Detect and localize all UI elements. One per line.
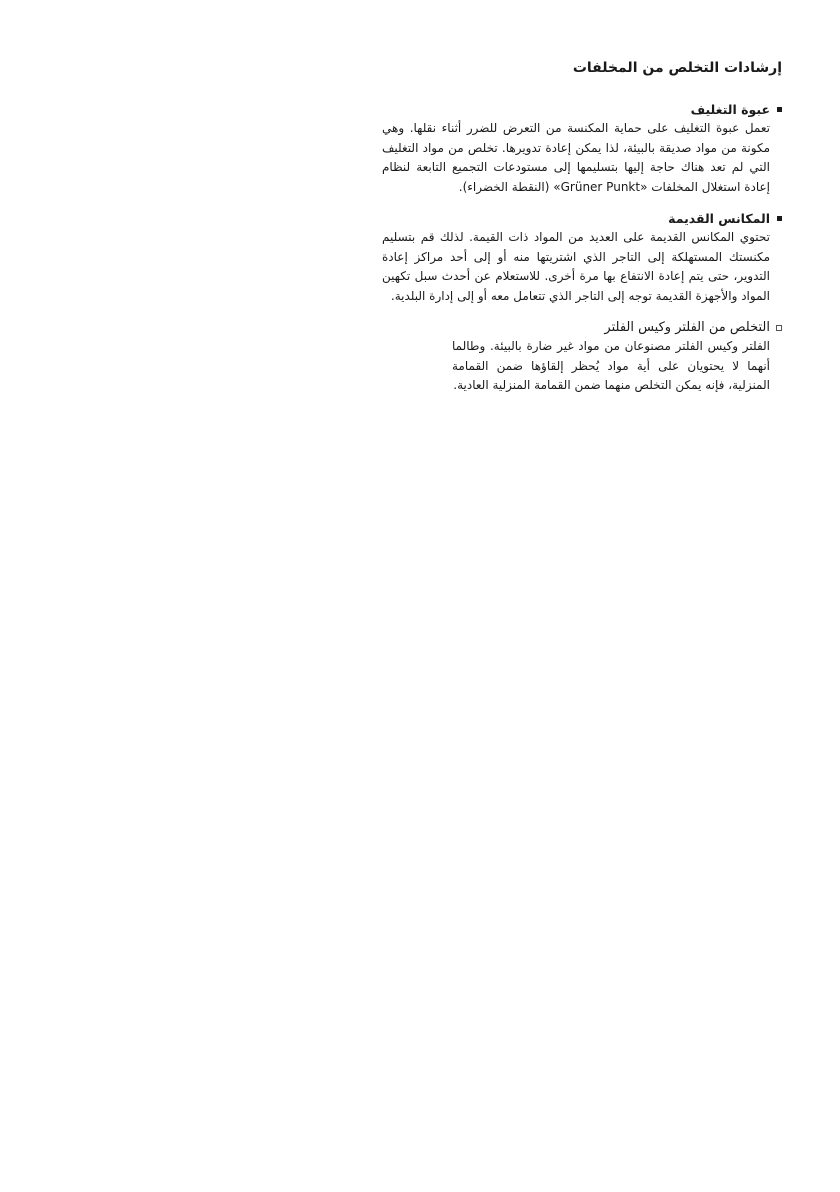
bullet-square-icon	[777, 107, 782, 112]
page-title: إرشادات التخلص من المخلفات	[572, 60, 782, 76]
section-filter-disposal	[382, 318, 782, 396]
section-body: تحتوي المكانس القديمة على العديد من المواد ذات القيمة. لذلك قم بتسليم مكنستك المستهلكة إلى التاجر الذي اشتريتها منه أو إلى أحد مراكز إعادة التدوير، حتى يتم إعادة الانتفاع بها مرة أخرى. للاستعلام عن أحدث سبل تكهين المواد والأجهزة القديمة توجه إلى التاجر الذي تتعامل معه أو إلى إدارة البلدية.	[382, 230, 770, 303]
disposal-instructions	[382, 58, 782, 408]
section-body: تعمل عبوة التغليف على حماية المكنسة من التعرض للضرر أثناء نقلها. وهي مكونة من مواد صديقة بالبيئة، لذا يمكن إعادة تدويرها. تخلص من مواد التغليف التي لم تعد هناك حاجة إليها بتسليمها إلى مستودعات التجميع التابعة لنظام إعادة استغلال المخلفات «Grüner Punkt» (النقطة الخضراء).	[382, 121, 770, 194]
section-heading: المكانس القديمة	[668, 211, 770, 226]
section-old-appliances	[382, 209, 782, 306]
section-heading: التخلص من الفلتر وكيس الفلتر	[604, 320, 770, 335]
section-body: الفلتر وكيس الفلتر مصنوعان من مواد غير ضارة بالبيئة. وطالما أنهما لا يحتويان على أية مواد يُحظر إلقاؤها ضمن القمامة المنزلية، فإنه يمكن التخلص منهما ضمن القمامة المنزلية العادية.	[452, 339, 770, 392]
bullet-square-icon	[777, 216, 782, 221]
bullet-square-outline-icon	[776, 325, 782, 331]
section-packaging	[382, 100, 782, 197]
section-heading: عبوة التغليف	[690, 102, 770, 117]
